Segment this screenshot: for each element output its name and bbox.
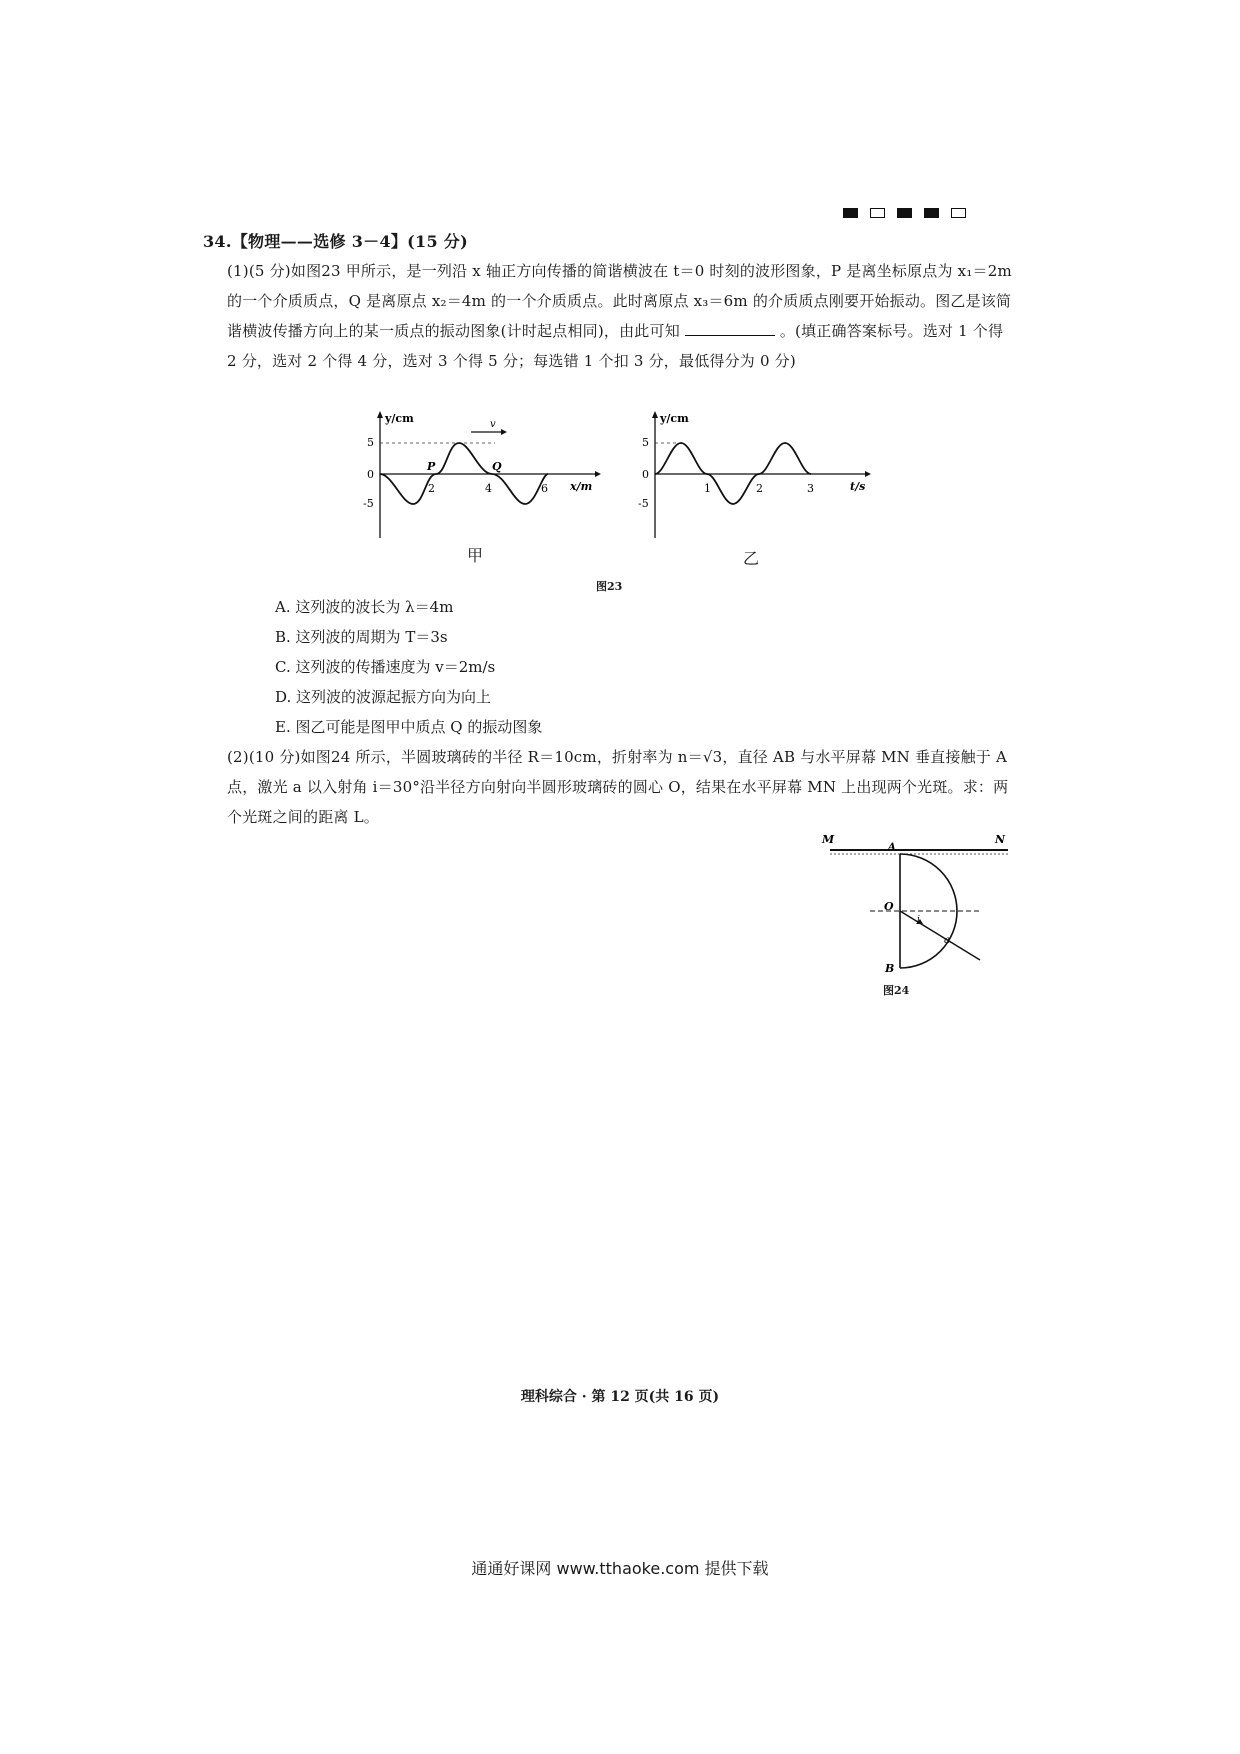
x-tick-label: 4 <box>485 482 492 495</box>
velocity-arrowhead <box>501 429 507 435</box>
y-tick-label: -5 <box>363 497 374 510</box>
option-d: D. 这列波的波源起振方向为向上 <box>275 688 492 706</box>
answer-blank <box>685 321 775 336</box>
x-axis-arrow <box>595 471 601 477</box>
t-tick-label: 3 <box>807 482 814 495</box>
y-axis-arrow <box>652 411 658 418</box>
label-b: B <box>885 962 895 975</box>
x-tick-label: 6 <box>541 482 548 495</box>
figure23-jia-wave-graph <box>365 408 605 543</box>
part1-text-after: 。(填正确答案标号。选对 1 个得 2 分，选对 2 个得 4 分，选对 3 个得 5 分；每选错 1 个扣 3 分，最低得分为 0 分) <box>227 322 1004 370</box>
figure24-caption: 图24 <box>883 984 910 997</box>
open-square-mark <box>951 208 966 218</box>
figure23-jia-caption: 甲 <box>467 546 484 565</box>
point-q-label: Q <box>492 460 502 473</box>
option-c: C. 这列波的传播速度为 v＝2m/s <box>275 658 496 676</box>
option-e: E. 图乙可能是图甲中质点 Q 的振动图象 <box>275 718 543 736</box>
figure23-yi-caption: 乙 <box>743 549 760 568</box>
x-axis-label: x/m <box>570 480 593 493</box>
filled-square-mark <box>924 208 939 218</box>
y-tick-label: -5 <box>638 497 649 510</box>
t-tick-label: 1 <box>704 482 711 495</box>
x-tick-label: 2 <box>428 482 435 495</box>
open-square-mark <box>870 208 885 218</box>
part1-text <box>227 256 1015 376</box>
part2-text: (2)(10 分)如图24 所示，半圆玻璃砖的半径 R＝10cm，折射率为 n＝√3，直径 AB 与水平屏幕 MN 垂直接触于 A 点，激光 a 以入射角 i＝30°沿半径方向射向半圆形玻璃砖的圆心 O，结果在水平屏幕 MN 上出现两个光斑。求：两个光斑之间的距离 L。 <box>227 748 1009 826</box>
t-tick-label: 2 <box>756 482 763 495</box>
y-tick-label: 5 <box>642 436 649 449</box>
question-title: 34.【物理——选修 3－4】(15 分) <box>203 232 468 251</box>
velocity-label: v <box>490 419 496 430</box>
filled-square-mark <box>843 208 858 218</box>
option-b: B. 这列波的周期为 T＝3s <box>275 628 448 646</box>
filled-square-mark <box>897 208 912 218</box>
option-a: A. 这列波的波长为 λ＝4m <box>275 598 454 616</box>
point-p-label: P <box>427 460 436 473</box>
label-laser-a: a <box>944 935 950 946</box>
t-axis-arrow <box>865 471 871 477</box>
page-marks <box>843 208 966 218</box>
figure23-yi-vibration-graph <box>640 408 880 543</box>
y-tick-label: 5 <box>367 436 374 449</box>
page-footer: 理科综合 · 第 12 页(共 16 页) <box>520 1389 720 1405</box>
y-tick-label: 0 <box>367 468 374 481</box>
label-angle-i: i <box>917 915 920 925</box>
part1-text-before: (1)(5 分)如图23 甲所示，是一列沿 x 轴正方向传播的简谐横波在 t＝0 时刻的波形图象，P 是离坐标原点为 x₁＝2m 的一个介质质点，Q 是离原点 x₂＝4m 的一个介质质点。此时离原点 x₃＝6m 的介质质点刚要开始振动。图乙是该简谐横波传播方向上的某一质点的振动图象(计时起点相同)，由此可知 <box>227 262 1012 340</box>
figure23-caption: 图23 <box>596 580 623 593</box>
t-axis-label: t/s <box>850 480 866 493</box>
label-o: O <box>884 900 894 913</box>
y-axis-arrow <box>377 411 383 418</box>
download-watermark: 通通好课网 www.tthaoke.com 提供下载 <box>471 1559 769 1578</box>
label-m: M <box>822 833 835 846</box>
label-a-point: A <box>888 842 896 853</box>
label-n: N <box>995 833 1006 846</box>
y-tick-label: 0 <box>642 468 649 481</box>
y-axis-label: y/cm <box>660 412 689 425</box>
y-axis-label: y/cm <box>385 412 414 425</box>
figure24-semicircle-glass <box>820 830 1010 980</box>
